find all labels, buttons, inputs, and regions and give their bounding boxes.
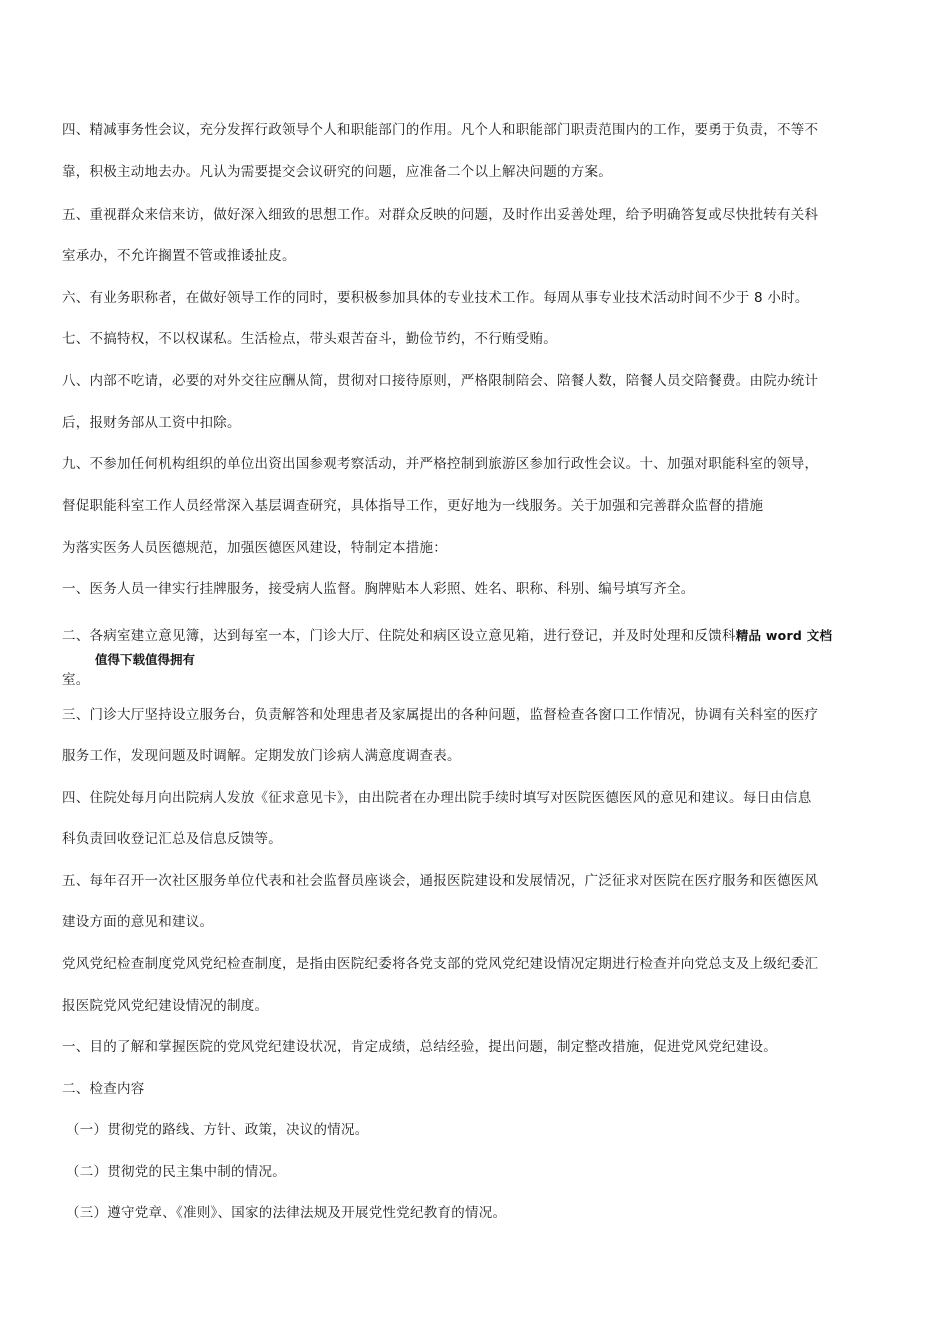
paragraph-line: 报医院党风党纪建设情况的制度。 [62,998,269,1014]
paragraph-line: 后，报财务部从工资中扣除。 [62,415,241,431]
list-item: （一）贯彻党的路线、方针、政策，决议的情况。 [66,1122,369,1138]
paragraph-line: 督促职能科室工作人员经常深入基层调查研究，具体指导工作，更好地为一线服务。关于加强和完善群众监督的措施 [62,498,764,514]
paragraph-line: 一、医务人员一律实行挂牌服务，接受病人监督。胸牌贴本人彩照、姓名、职称、科别、编号填写齐全。 [62,581,695,597]
paragraph-line: 四、住院处每月向出院病人发放《征求意见卡》，由出院者在办理出院手续时填写对医院医德医风的意见和建议。每日由信息 [62,790,812,806]
paragraph-line: 室承办，不允许搁置不管或推诿扯皮。 [62,248,296,264]
list-item: （二）贯彻党的民主集中制的情况。 [66,1164,286,1180]
paragraph-line: 党风党纪检查制度党风党纪检查制度，是指由医院纪委将各党支部的党风党纪建设情况定期进行检查并向党总支及上级纪委汇 [62,956,819,972]
paragraph-line: 三、门诊大厅坚持设立服务台，负责解答和处理患者及家属提出的各种问题，监督检查各窗口工作情况，协调有关科室的医疗 [62,707,819,723]
paragraph-line-text: 二、各病室建立意见簿，达到每室一本，门诊大厅、住院处和病区设立意见箱，进行登记，并及时处理和反馈科 [62,628,736,644]
paragraph-line: 四、精减事务性会议，充分发挥行政领导个人和职能部门的作用。凡个人和职能部门职责范围内的工作，要勇于负责，不等不 [62,122,819,138]
section-heading: 二、检查内容 [62,1081,145,1097]
paragraph-line: 六、有业务职称者，在做好领导工作的同时，要积极参加具体的专业技术工作。每周从事专业技术活动时间不少于 8 小时。 [62,290,809,306]
paragraph-line: 五、每年召开一次社区服务单位代表和社会监督员座谈会，通报医院建设和发展情况，广泛征求对医院在医疗服务和医德医风 [62,873,819,889]
paragraph-line: 八、内部不吃请，必要的对外交往应酬从简，贯彻对口接待原则，严格限制陪会、陪餐人数，陪餐人员交陪餐费。由院办统计 [62,373,819,389]
paragraph-line: 科负责回收登记汇总及信息反馈等。 [62,831,282,847]
list-item: （三）遵守党章、《准则》、国家的法律法规及开展党性党纪教育的情况。 [66,1205,507,1221]
paragraph-line: 七、不搞特权，不以权谋私。生活检点，带头艰苦奋斗，勤俭节约，不行贿受贿。 [62,331,557,347]
paragraph-line: 室。 [62,672,90,688]
paragraph-line: 一、目的了解和掌握医院的党风党纪建设状况，肯定成绩，总结经验，提出问题，制定整改措施，促进党风党纪建设。 [62,1039,777,1055]
paragraph-line: 服务工作，发现问题及时调解。定期发放门诊病人满意度调查表。 [62,748,461,764]
paragraph-line-with-watermark [62,626,892,646]
paragraph-line: 五、重视群众来信来访，做好深入细致的思想工作。对群众反映的问题，及时作出妥善处理，给予明确答复或尽快批转有关科 [62,207,819,223]
paragraph-line: 为落实医务人员医德规范，加强医德医风建设，特制定本措施： [62,540,447,556]
paragraph-line: 靠，积极主动地去办。凡认为需要提交会议研究的问题，应准备二个以上解决问题的方案。 [62,164,612,180]
paragraph-line: 建设方面的意见和建议。 [62,914,214,930]
watermark-text-line2: 值得下载值得拥有 [95,652,196,667]
paragraph-line: 九、不参加任何机构组织的单位出资出国参观考察活动，并严格控制到旅游区参加行政性会议。十、加强对职能科室的领导， [62,456,819,472]
watermark-text: 精品 word 文档 [735,628,833,643]
